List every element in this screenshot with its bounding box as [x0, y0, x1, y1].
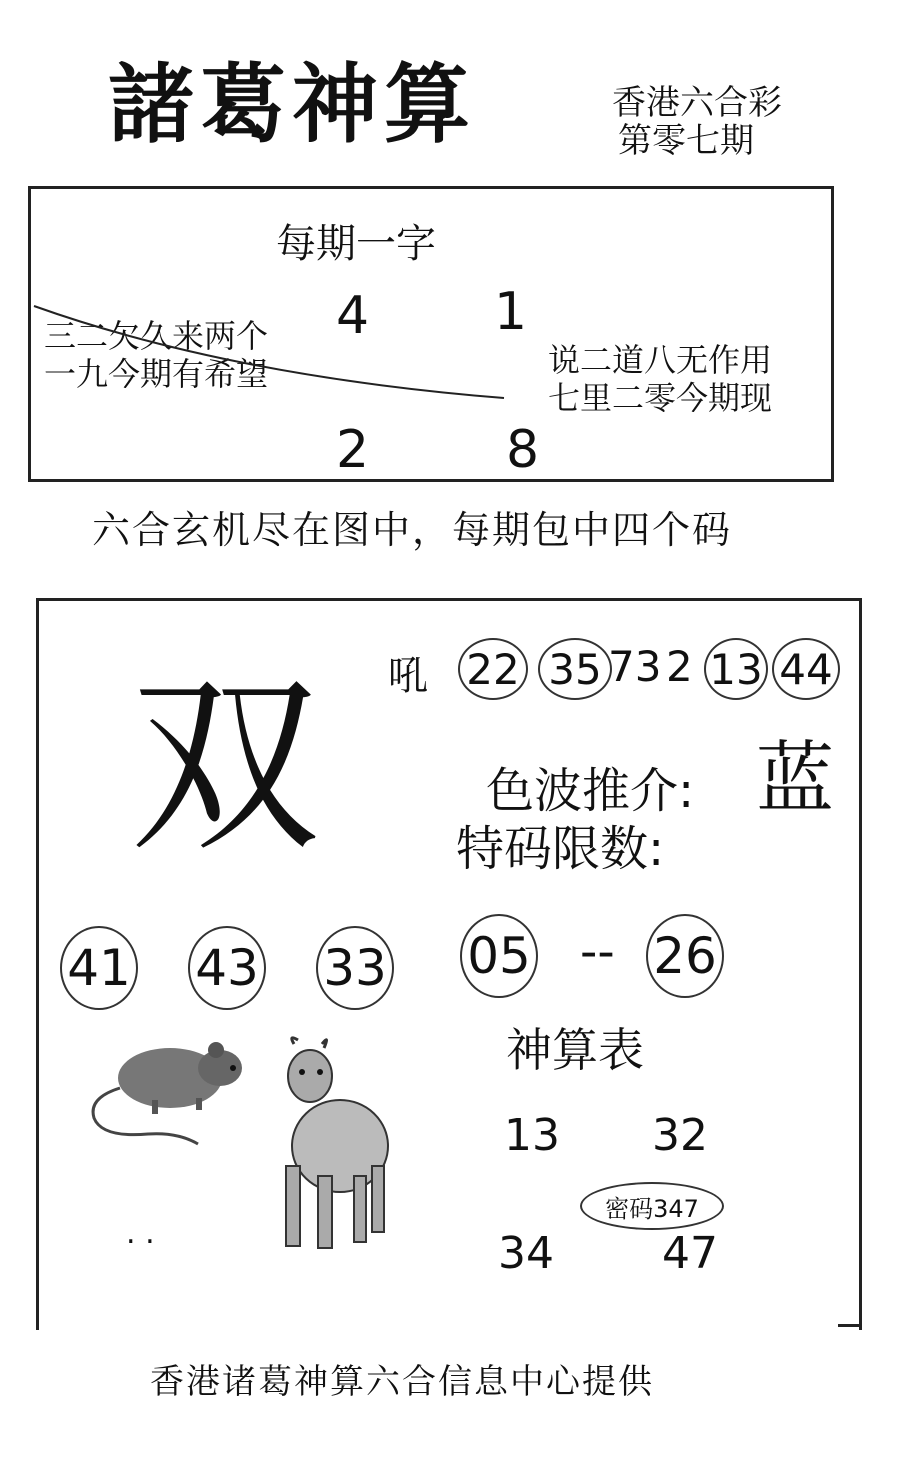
table-number: 13 — [504, 1110, 560, 1161]
number-circle: 43 — [188, 926, 266, 1010]
goat-icon — [264, 1036, 394, 1258]
big-character: 双 — [130, 656, 321, 877]
password-badge: 密码347 — [580, 1182, 724, 1230]
page-title: 諸葛神算 — [108, 54, 476, 155]
decorative-dots: . . — [126, 1216, 155, 1251]
top-number-circle: 22 — [458, 638, 528, 700]
range-end-circle: 26 — [646, 914, 724, 998]
footer-credit: 香港诸葛神算六合信息中心提供 — [150, 1362, 654, 1402]
color-wave-label: 色波推介: — [486, 763, 695, 819]
table-number: 47 — [662, 1228, 718, 1279]
right-poem-line-1: 说二道八无作用 — [548, 341, 773, 379]
top-number-circle: 44 — [772, 638, 840, 700]
digit-bottom-right: 8 — [506, 420, 540, 480]
special-number-label: 特码限数: — [456, 821, 665, 877]
top-number: 2 — [666, 642, 693, 691]
top-prefix: 吼 — [388, 653, 428, 699]
top-number: 73 — [608, 642, 662, 691]
strike-line — [30, 296, 510, 406]
box-corner-line — [838, 1324, 862, 1327]
table-number: 34 — [498, 1228, 554, 1279]
issue-line: 第零七期 — [618, 121, 754, 161]
table-title: 神算表 — [506, 1023, 644, 1077]
color-wave-value: 蓝 — [756, 734, 835, 824]
digit-bottom-left: 2 — [336, 420, 370, 480]
left-poem-line-1: 三二欠久来两个 — [44, 317, 269, 355]
range-separator: -- — [580, 924, 615, 980]
rat-icon — [88, 1038, 248, 1148]
digit-top-right: 1 — [494, 282, 528, 342]
top-number-circle: 35 — [538, 638, 612, 700]
slogan: 六合玄机尽在图中，每期包中四个码 — [92, 508, 733, 552]
publisher-line-1: 香港六合彩 — [612, 83, 782, 123]
range-start-circle: 05 — [460, 914, 538, 998]
number-circle: 41 — [60, 926, 138, 1010]
right-poem-line-2: 七里二零今期现 — [548, 379, 773, 417]
top-number-circle: 13 — [704, 638, 768, 700]
left-poem-line-2: 一九今期有希望 — [44, 355, 269, 393]
digit-top-left: 4 — [336, 286, 370, 346]
number-circle: 33 — [316, 926, 394, 1010]
box1-heading: 每期一字 — [276, 221, 436, 267]
table-number: 32 — [652, 1110, 708, 1161]
